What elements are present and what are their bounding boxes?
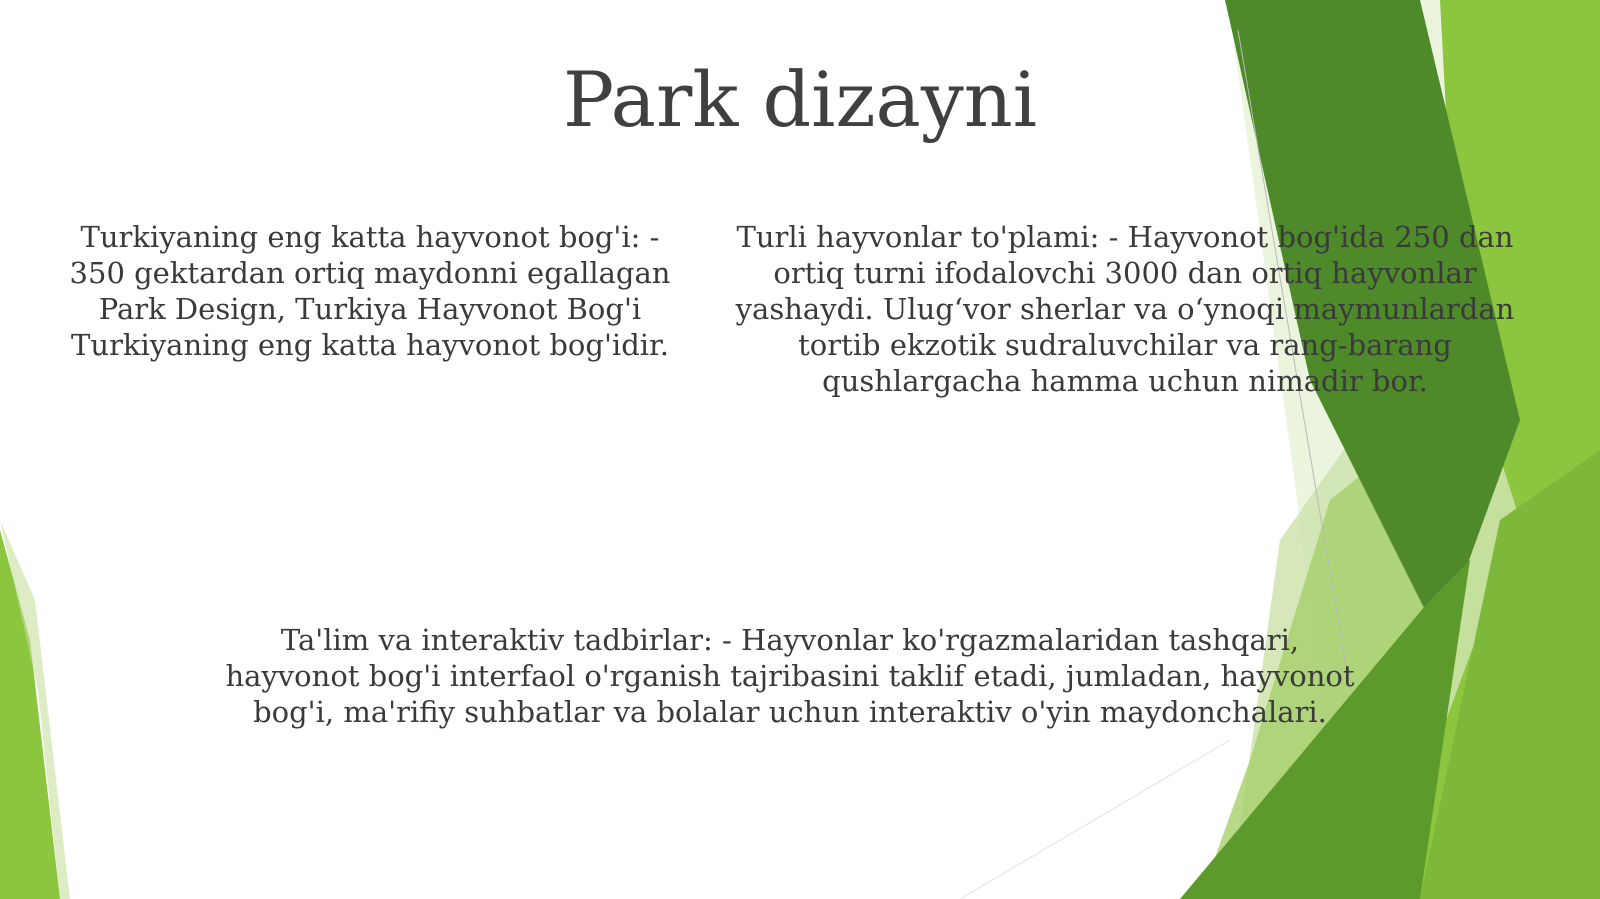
text-block-right: Turli hayvonlar to'plami: - Hayvonot bog'ida 250 dan ortiq turni ifodalovchi 3000 dan ortiq hayvonlar yashaydi. Ulug‘vor sherlar va o‘ynoqi maymunlardan tortib ekzotik sudraluvchilar va rang-barang qushlargacha hamma uchun nimadir bor. <box>735 220 1515 398</box>
slide-title: Park dizayni <box>562 55 1038 144</box>
facet-thin-line-2 <box>960 740 1230 899</box>
facet-left-light <box>0 530 60 899</box>
text-block-bottom: Ta'lim va interaktiv tadbirlar: - Hayvonlar ko'rgazmalaridan tashqari, hayvonot bog'i interfaol o'rganish tajribasini taklif etadi, jumladan, hayvonot bog'i, ma'rifiy suhbatlar va bolalar uchun interaktiv o'yin maydonchalari. <box>225 623 1355 729</box>
text-block-left: Turkiyaning eng katta hayvonot bog'i: - 350 gektardan ortiq maydonni egallagan Park Design, Turkiya Hayvonot Bog'i Turkiyaning eng katta hayvonot bog'idir. <box>69 220 671 362</box>
